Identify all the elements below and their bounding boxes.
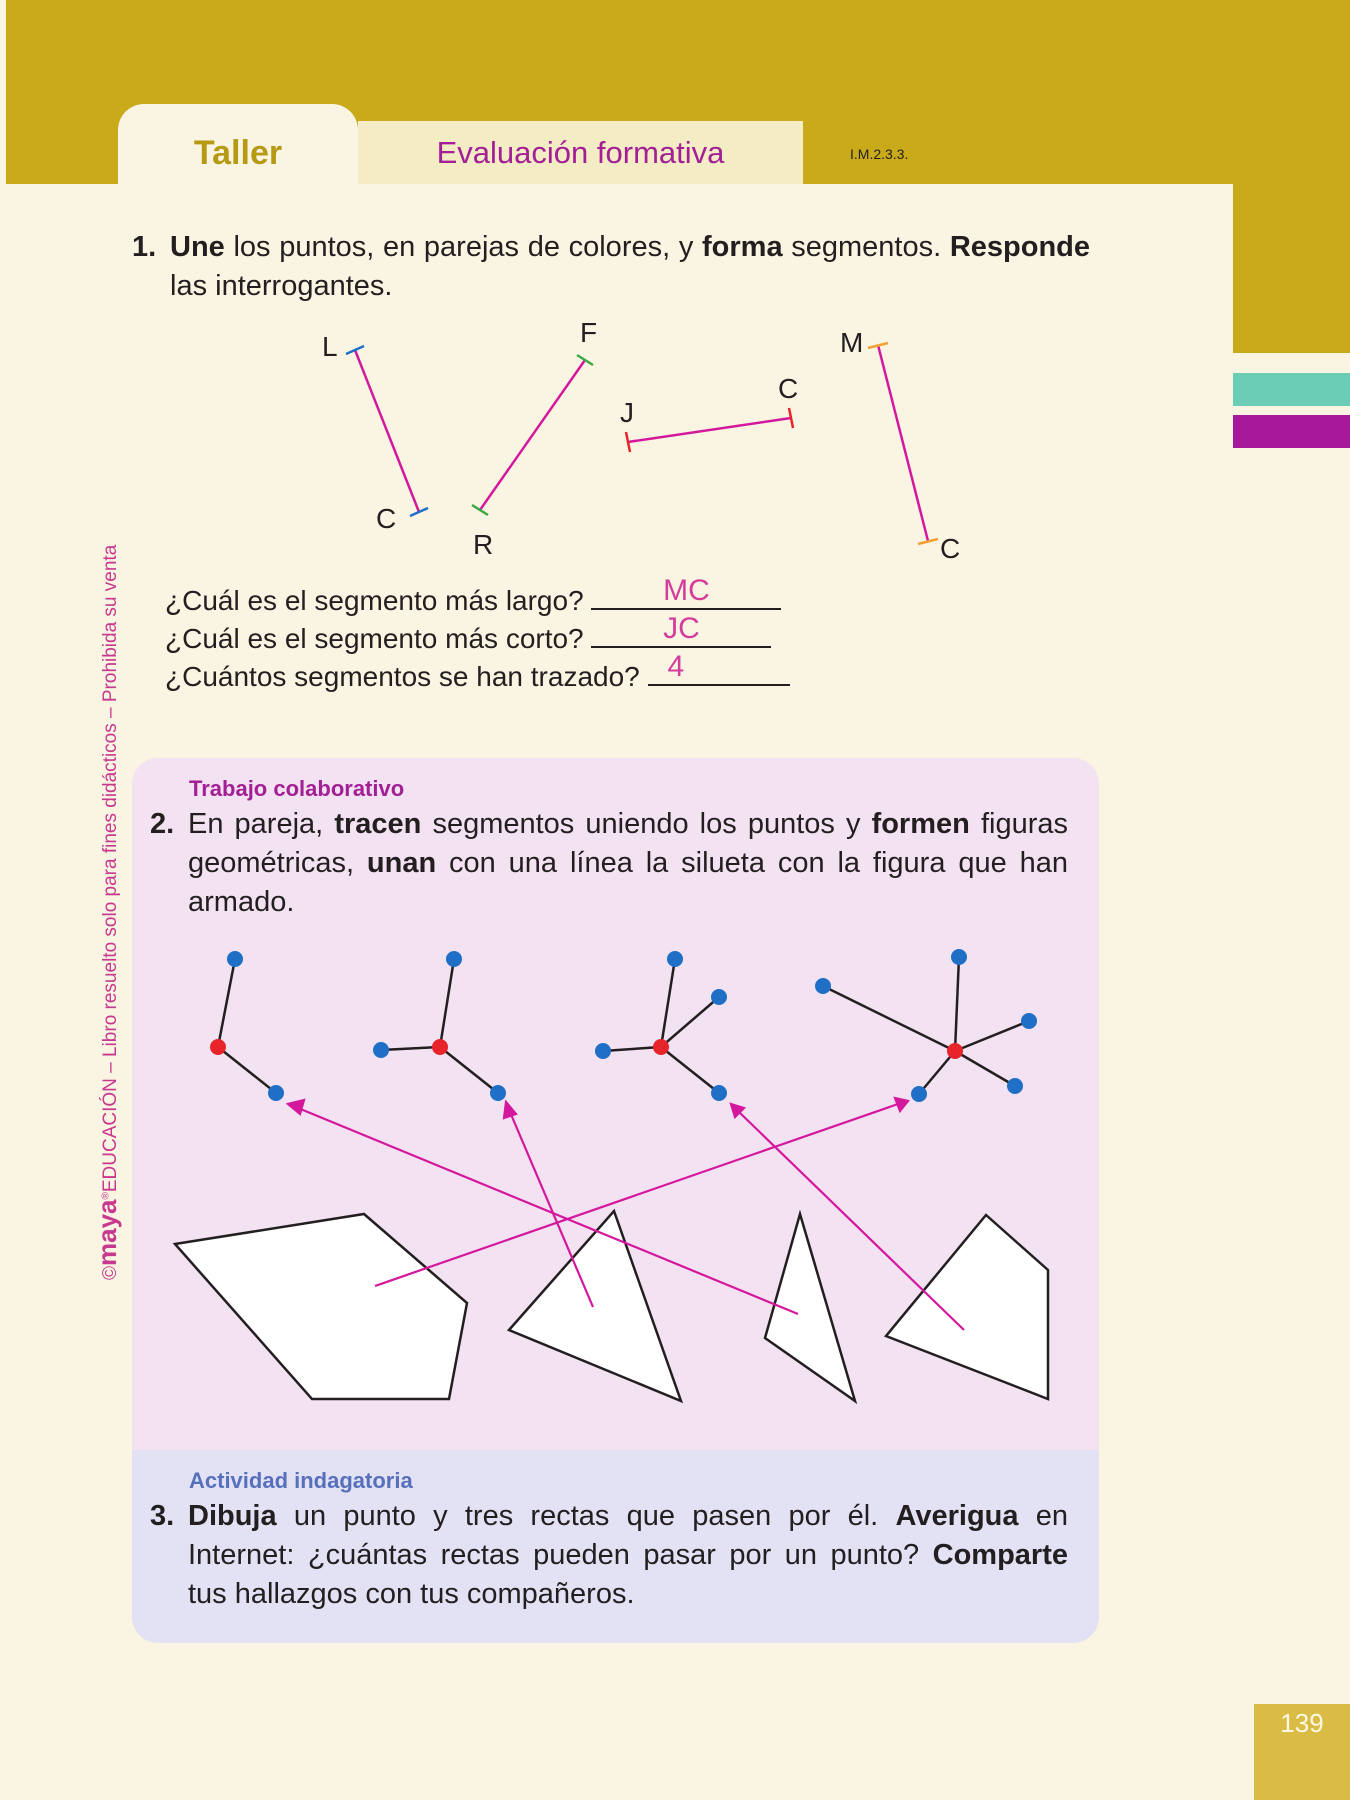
- blue-dot: [227, 951, 243, 967]
- answer-text: JC: [663, 612, 700, 645]
- keyword-dibuja: Dibuja: [188, 1500, 277, 1532]
- red-dot: [947, 1043, 963, 1059]
- label-f: F: [580, 317, 598, 348]
- text-part: En pareja,: [188, 808, 335, 840]
- heading-trabajo-colaborativo: Trabajo colaborativo: [189, 776, 405, 801]
- blue-dot: [373, 1042, 389, 1058]
- blue-dot: [268, 1085, 284, 1101]
- red-dot: [432, 1039, 448, 1055]
- blue-dot: [446, 951, 462, 967]
- text-part: segmentos.: [782, 231, 950, 263]
- triangle-shape: [509, 1211, 681, 1401]
- label-m: M: [840, 327, 864, 358]
- blue-dot: [490, 1085, 506, 1101]
- match-line-pentagon: [375, 1104, 898, 1286]
- keyword-tracen: tracen: [334, 808, 422, 840]
- text-part: las interrogantes.: [170, 270, 393, 302]
- page-number-box: [1254, 1704, 1350, 1800]
- blue-dot: [1021, 1013, 1037, 1029]
- answer-text: MC: [663, 574, 710, 607]
- text-part: con una línea la silueta con la figura que han armado.: [188, 847, 1068, 918]
- exercise-1-number: 1.: [132, 231, 157, 263]
- keyword-comparte: Comparte: [932, 1539, 1068, 1571]
- thin-triangle-shape: [765, 1214, 855, 1401]
- blue-dot: [711, 1085, 727, 1101]
- blue-dot: [711, 989, 727, 1005]
- red-dot: [653, 1039, 669, 1055]
- tab-evaluacion-label: Evaluación formativa: [436, 135, 725, 170]
- match-line-triangle: [510, 1112, 593, 1307]
- label-l: L: [322, 331, 338, 362]
- exercise-3-number: 3.: [150, 1500, 175, 1532]
- blue-dot: [667, 951, 683, 967]
- label-c2: C: [778, 373, 799, 404]
- question-text: ¿Cuál es el segmento más largo?: [165, 585, 584, 616]
- blue-dot: [815, 978, 831, 994]
- blue-dot: [1007, 1078, 1023, 1094]
- copyright-symbol: ©: [100, 1266, 121, 1280]
- brand-logo: maya: [92, 1199, 122, 1266]
- label-c1: C: [376, 503, 397, 534]
- blue-dot: [595, 1043, 611, 1059]
- question-text: ¿Cuál es el segmento más corto?: [165, 623, 584, 654]
- keyword-forma: forma: [702, 231, 783, 263]
- match-line-quadrilateral: [739, 1112, 964, 1330]
- label-c3: C: [940, 533, 961, 564]
- pentagon-shape: [175, 1214, 467, 1399]
- text-part: en Internet: ¿cuántas rectas pueden pasar por un punto?: [188, 1500, 1068, 1571]
- blue-dot: [911, 1086, 927, 1102]
- keyword-formen: formen: [871, 808, 970, 840]
- text-part: un punto y tres rectas que pasen por él.: [276, 1500, 896, 1532]
- exercise-3-text: [188, 1497, 1068, 1614]
- blue-dot: [951, 949, 967, 965]
- label-r: R: [473, 529, 494, 560]
- label-j: J: [620, 397, 634, 428]
- quadrilateral-shape: [886, 1215, 1048, 1399]
- text-part: segmentos uniendo los puntos y: [421, 808, 872, 840]
- side-copyright-text: EDUCACIÓN – Libro resuelto solo para fines didácticos – Prohibida su venta: [100, 544, 121, 1193]
- tab-taller-label: Taller: [193, 134, 283, 172]
- text-part: figuras geométricas,: [188, 808, 1068, 879]
- text-part: los puntos, en parejas de colores, y: [224, 231, 702, 263]
- question-text: ¿Cuántos segmentos se han trazado?: [165, 661, 640, 692]
- registered-mark: ®: [100, 1192, 112, 1200]
- curriculum-code: I.M.2.3.3.: [850, 146, 909, 162]
- page-number: 139: [1280, 1708, 1324, 1738]
- keyword-averigua: Averigua: [895, 1500, 1019, 1532]
- answer-text: 4: [667, 650, 685, 683]
- keyword-une: Une: [170, 231, 225, 263]
- heading-actividad-indagatoria: Actividad indagatoria: [189, 1468, 413, 1493]
- exercise-2-number: 2.: [150, 808, 175, 840]
- red-dot: [210, 1039, 226, 1055]
- keyword-unan: unan: [366, 847, 437, 879]
- text-part: tus hallazgos con tus compañeros.: [188, 1578, 635, 1610]
- keyword-responde: Responde: [949, 231, 1091, 263]
